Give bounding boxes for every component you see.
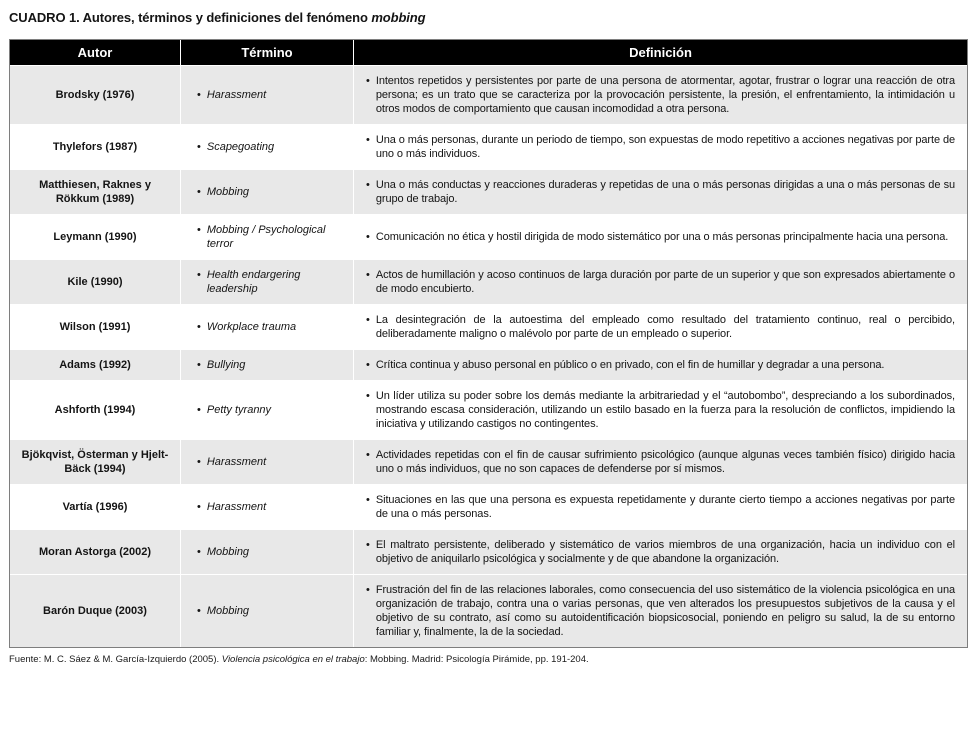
definitions-table xyxy=(9,39,968,648)
definition-cell xyxy=(354,215,967,259)
term-text: Mobbing / Psychological terror xyxy=(206,224,326,250)
definition-text: Comunicación no ética y hostil dirigida de modo sistemático por una o más personas principalmente hacia una persona. xyxy=(375,231,949,243)
bullet-icon: • xyxy=(197,546,201,558)
term-text: Health endargering leadership xyxy=(206,269,301,295)
table-row xyxy=(10,530,967,574)
term-cell xyxy=(181,215,353,259)
bullet-icon: • xyxy=(197,321,201,333)
term-cell xyxy=(181,260,353,304)
author-cell: Adams (1992) xyxy=(10,350,180,380)
source-note xyxy=(9,654,968,666)
definition-text: Actividades repetidas con el fin de causar sufrimiento psicológico (aunque algunas veces también físico) dirigido hacia uno o más individuos, que no son capaces de defenderse por sí mismos. xyxy=(375,449,955,475)
bullet-icon: • xyxy=(197,359,201,371)
header-cell-termino: Término xyxy=(181,40,353,65)
definition-cell xyxy=(354,125,967,169)
definition-cell xyxy=(354,350,967,380)
term-text: Mobbing xyxy=(206,605,250,617)
bullet-icon: • xyxy=(366,494,370,506)
term-cell xyxy=(181,305,353,349)
table-title-emphasis: mobbing xyxy=(371,10,426,25)
author-cell: Leymann (1990) xyxy=(10,215,180,259)
definition-text: Situaciones en las que una persona es expuesta repetidamente y durante cierto tiempo a acciones negativas por parte de una o más personas. xyxy=(375,494,955,520)
bullet-icon: • xyxy=(366,314,370,326)
term-text: Mobbing xyxy=(206,186,250,198)
term-cell xyxy=(181,381,353,439)
bullet-icon: • xyxy=(366,134,370,146)
bullet-icon: • xyxy=(366,449,370,461)
term-cell xyxy=(181,170,353,214)
author-cell: Vartía (1996) xyxy=(10,485,180,529)
definition-text: El maltrato persistente, deliberado y sistemático de varios miembros de una organización, hacia un individuo con el objetivo de aniquilarlo psicológica y socialmente y de que abandone la organización. xyxy=(375,539,955,565)
table-title-text: CUADRO 1. Autores, términos y definiciones del fenómeno xyxy=(9,10,372,25)
table-row xyxy=(10,440,967,484)
author-cell: Bjökqvist, Österman y Hjelt-Bäck (1994) xyxy=(10,440,180,484)
bullet-icon: • xyxy=(366,231,370,243)
table-row xyxy=(10,170,967,214)
author-cell: Moran Astorga (2002) xyxy=(10,530,180,574)
definition-text: Crítica continua y abuso personal en público o en privado, con el fin de humillar y degradar a una persona. xyxy=(375,359,885,371)
author-cell: Thylefors (1987) xyxy=(10,125,180,169)
term-cell xyxy=(181,66,353,124)
definition-text: Una o más conductas y reacciones duraderas y repetidas de una o más personas dirigidas a una o más personas de su grupo de trabajo. xyxy=(375,179,955,205)
table-row xyxy=(10,381,967,439)
term-text: Petty tyranny xyxy=(206,404,272,416)
table-header-row xyxy=(10,40,967,65)
bullet-icon: • xyxy=(366,539,370,551)
definition-cell xyxy=(354,260,967,304)
table-row xyxy=(10,305,967,349)
term-text: Mobbing xyxy=(206,546,250,558)
table-row xyxy=(10,215,967,259)
term-text: Bullying xyxy=(206,359,246,371)
source-note-book-title: Violencia psicológica en el trabajo xyxy=(221,654,365,665)
term-cell xyxy=(181,575,353,647)
author-cell: Barón Duque (2003) xyxy=(10,575,180,647)
bullet-icon: • xyxy=(197,89,201,101)
definition-text: La desintegración de la autoestima del empleado como resultado del tratamiento continuo, real o percibido, deliberadamente maligno o malévolo por parte de un empleado o superior. xyxy=(375,314,955,340)
bullet-icon: • xyxy=(197,186,201,198)
definition-cell xyxy=(354,485,967,529)
bullet-icon: • xyxy=(366,390,370,402)
author-cell: Ashforth (1994) xyxy=(10,381,180,439)
header-cell-autor: Autor xyxy=(10,40,180,65)
author-cell: Brodsky (1976) xyxy=(10,66,180,124)
table-row xyxy=(10,260,967,304)
term-text: Workplace trauma xyxy=(206,321,297,333)
bullet-icon: • xyxy=(366,584,370,596)
bullet-icon: • xyxy=(197,456,201,468)
source-note-prefix: Fuente: M. C. Sáez & M. García-Izquierdo (2005). xyxy=(9,654,222,665)
term-text: Harassment xyxy=(206,501,267,513)
definition-cell xyxy=(354,440,967,484)
definition-cell xyxy=(354,305,967,349)
definition-text: Actos de humillación y acoso continuos de larga duración por parte de un superior y que son expresados abiertamente o de modo encubierto. xyxy=(375,269,955,295)
definition-cell xyxy=(354,575,967,647)
bullet-icon: • xyxy=(197,224,201,236)
term-cell xyxy=(181,125,353,169)
table-title xyxy=(9,10,968,25)
term-cell xyxy=(181,440,353,484)
definition-cell xyxy=(354,170,967,214)
definition-cell xyxy=(354,530,967,574)
definition-text: Frustración del fin de las relaciones laborales, como consecuencia del uso sistemático de la violencia psicológica en una organización de trabajo, contra una o varias personas, que ven alterados los presupuestos subjetivos de la causa y el objetivo de su contrato, así como su autoidentificación biopsicosocial, poniendo en peligro su salud, la de su entorno familiar y, finalmente, la de la sociedad. xyxy=(375,584,955,638)
definition-text: Una o más personas, durante un periodo de tiempo, son expuestas de modo repetitivo a acciones negativas por parte de uno o más individuos. xyxy=(375,134,955,160)
bullet-icon: • xyxy=(197,404,201,416)
term-cell xyxy=(181,530,353,574)
bullet-icon: • xyxy=(366,359,370,371)
bullet-icon: • xyxy=(197,141,201,153)
definition-text: Intentos repetidos y persistentes por parte de una persona de atormentar, agotar, frustrar o lograr una reacción de otra persona; es un trato que se caracteriza por la provocación persistente, la presión, el enfrentamiento, la intimidación u otros modos de comportamiento que causan incomodidad a otra persona. xyxy=(375,75,955,115)
table-row xyxy=(10,485,967,529)
author-cell: Matthiesen, Raknes y Rökkum (1989) xyxy=(10,170,180,214)
definition-cell xyxy=(354,381,967,439)
bullet-icon: • xyxy=(366,75,370,87)
table-row xyxy=(10,575,967,647)
header-cell-definicion: Definición xyxy=(354,40,967,65)
bullet-icon: • xyxy=(197,269,201,281)
author-cell: Kile (1990) xyxy=(10,260,180,304)
term-cell xyxy=(181,485,353,529)
source-note-suffix: : Mobbing. Madrid: Psicología Pirámide, pp. 191-204. xyxy=(364,654,589,665)
definition-text: Un líder utiliza su poder sobre los demás mediante la arbitrariedad y el “autobombo”, despreciando a los subordinados, mostrando escasa consideración, utilizando un estilo basado en la fuerza para la resolución de conflictos, impidiendo la iniciativa y utilizando castigos no contingentes. xyxy=(375,390,955,430)
definition-cell xyxy=(354,66,967,124)
bullet-icon: • xyxy=(366,269,370,281)
term-cell xyxy=(181,350,353,380)
table-row xyxy=(10,125,967,169)
table-row xyxy=(10,66,967,124)
bullet-icon: • xyxy=(197,501,201,513)
author-cell: Wilson (1991) xyxy=(10,305,180,349)
term-text: Harassment xyxy=(206,89,267,101)
bullet-icon: • xyxy=(197,605,201,617)
term-text: Harassment xyxy=(206,456,267,468)
term-text: Scapegoating xyxy=(206,141,275,153)
table-row xyxy=(10,350,967,380)
bullet-icon: • xyxy=(366,179,370,191)
